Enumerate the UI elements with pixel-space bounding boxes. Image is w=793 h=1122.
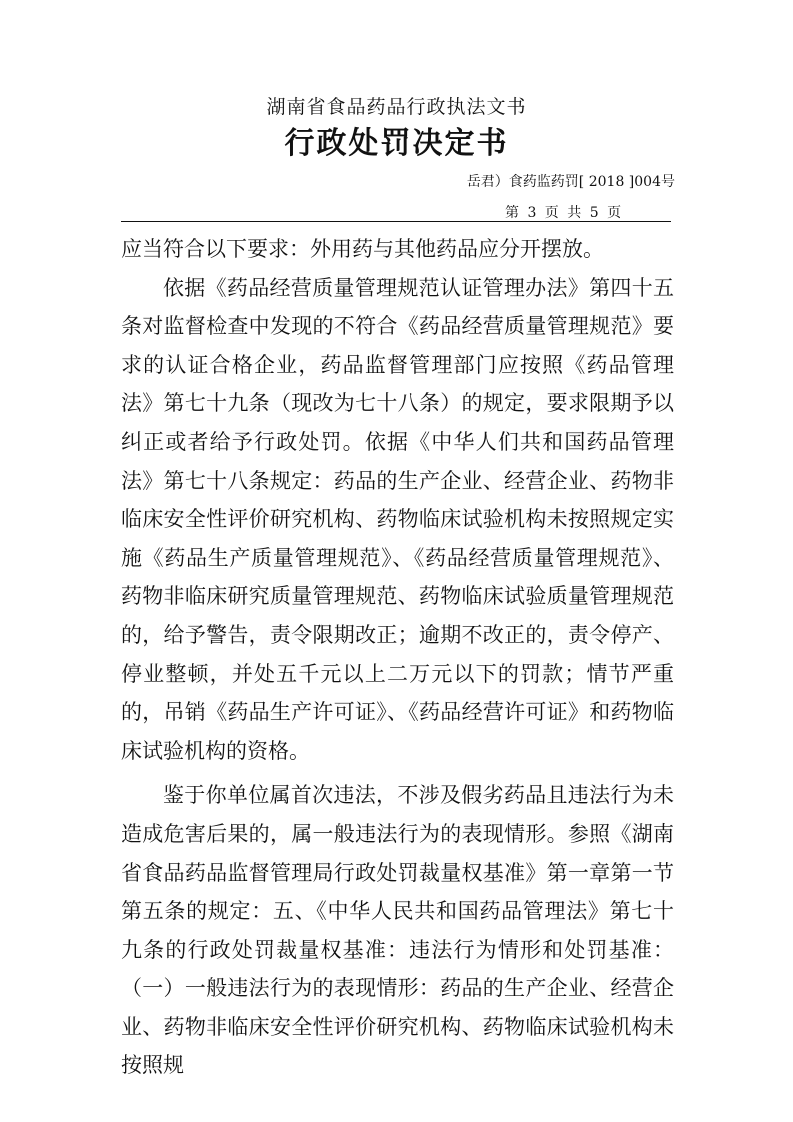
header-divider xyxy=(121,221,671,222)
issuing-organization: 湖南省食品药品行政执法文书 xyxy=(266,96,527,118)
body-paragraph: 依据《药品经营质量管理规范认证管理办法》第四十五条对监督检查中发现的不符合《药品经营质量管理规范》要求的认证合格企业，药品监督管理部门应按照《药品管理法》第七十九条（现改为七十八条）的规定，要求限期予以纠正或者给予行政处罚。依据《中华人们共和国药品管理法》第七十八条规定：药品的生产企业、经营企业、药物非临床安全性评价研究机构、药物临床试验机构未按照规定实施《药品生产质量管理规范》、《药品经营质量管理规范》、药物非临床研究质量管理规范、药物临床试验质量管理规范的，给予警告，责令限期改正；逾期不改正的，责令停产、停业整顿，并处五千元以上二万元以下的罚款；情节严重的，吊销《药品生产许可证》、《药品经营许可证》和药物临床试验机构的资格。 xyxy=(121,275,674,763)
document-title: 行政处罚决定书 xyxy=(284,126,509,161)
body-paragraph: 应当符合以下要求：外用药与其他药品应分开摆放。 xyxy=(121,237,604,261)
document-body xyxy=(121,230,674,1085)
document-number: 岳君）食药监药罚[ 2018 ]004号 xyxy=(466,174,675,190)
page-indicator: 第 3 页 共 5 页 xyxy=(505,205,622,221)
body-paragraph: 鉴于你单位属首次违法，不涉及假劣药品且违法行为未造成危害后果的，属一般违法行为的表现情形。参照《湖南省食品药品监督管理局行政处罚裁量权基准》第一章第一节第五条的规定：五、《中华人民共和国药品管理法》第七十九条的行政处罚裁量权基准：违法行为情形和处罚基准：（一）一般违法行为的表现情形：药品的生产企业、经营企业、药物非临床安全性评价研究机构、药物临床试验机构未按照规 xyxy=(121,783,674,1078)
